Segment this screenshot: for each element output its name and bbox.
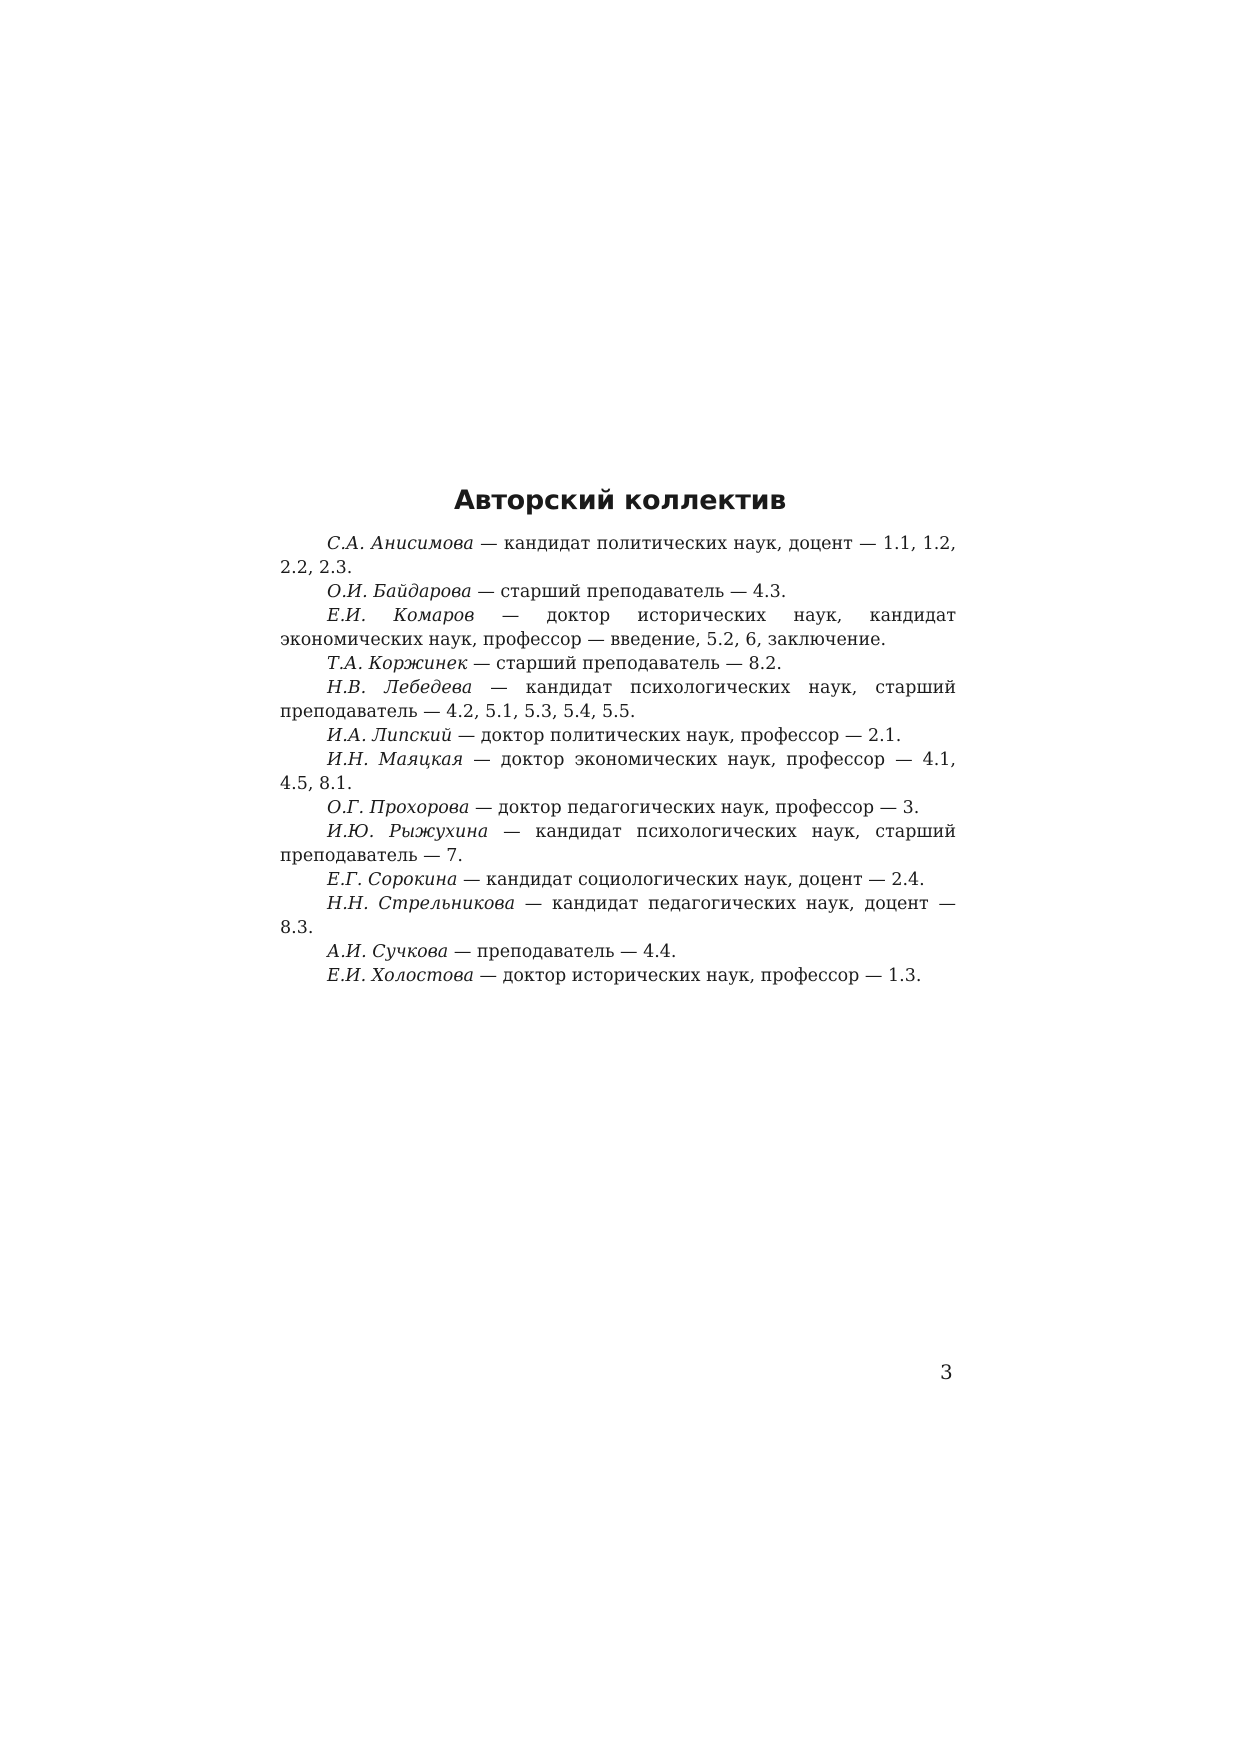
author-role: — доктор экономических наук, профессор — 4.1, 4.5, 8.1. [280, 750, 956, 794]
author-name: О.Г. Прохорова [327, 798, 470, 818]
author-entry [280, 964, 956, 988]
author-name: Н.В. Лебедева [327, 678, 473, 698]
author-entry [280, 940, 956, 964]
author-entry [280, 892, 956, 940]
author-entry [280, 532, 956, 580]
author-name: А.И. Сучкова [327, 942, 449, 962]
author-name: Е.Г. Сорокина [327, 870, 458, 890]
author-entry [280, 820, 956, 868]
author-role: — кандидат социологических наук, доцент — 2.4. [457, 870, 925, 890]
author-name: И.Ю. Рыжухина [327, 822, 489, 842]
author-role: — кандидат педагогических наук, доцент — 8.3. [280, 894, 956, 938]
author-role: — кандидат политических наук, доцент — 1.1, 1.2, 2.2, 2.3. [280, 534, 957, 578]
author-list [280, 532, 956, 988]
author-role: — доктор исторических наук, профессор — 1.3. [473, 966, 922, 986]
author-entry [280, 580, 956, 604]
author-name: Е.И. Холостова [327, 966, 474, 986]
author-role: — преподаватель — 4.4. [448, 942, 677, 962]
author-entry [280, 868, 956, 892]
author-role: — доктор педагогических наук, профессор — 3. [469, 798, 920, 818]
author-role: — доктор исторических наук, кандидат экономических наук, профессор — введение, 5.2, 6, заключение. [280, 606, 956, 650]
author-name: С.А. Анисимова [327, 534, 474, 554]
author-role: — кандидат психологических наук, старший преподаватель — 4.2, 5.1, 5.3, 5.4, 5.5. [280, 678, 956, 722]
page-number: 3 [940, 1360, 953, 1384]
author-role: — доктор политических наук, профессор — 2.1. [452, 726, 902, 746]
author-role: — старший преподаватель — 4.3. [471, 582, 787, 602]
author-entry [280, 652, 956, 676]
author-entry [280, 724, 956, 748]
author-name: И.Н. Маяцкая [327, 750, 464, 770]
author-name: Т.А. Коржинек [327, 654, 468, 674]
author-entry [280, 796, 956, 820]
author-name: Е.И. Комаров [327, 606, 475, 626]
page-title: Авторский коллектив [453, 485, 787, 516]
author-role: — кандидат психологических наук, старший преподаватель — 7. [280, 822, 956, 866]
author-entry [280, 676, 956, 724]
author-name: И.А. Липский [327, 726, 453, 746]
author-name: О.И. Байдарова [327, 582, 472, 602]
author-entry [280, 604, 956, 652]
author-entry [280, 748, 956, 796]
author-role: — старший преподаватель — 8.2. [467, 654, 782, 674]
author-name: Н.Н. Стрельникова [327, 894, 516, 914]
